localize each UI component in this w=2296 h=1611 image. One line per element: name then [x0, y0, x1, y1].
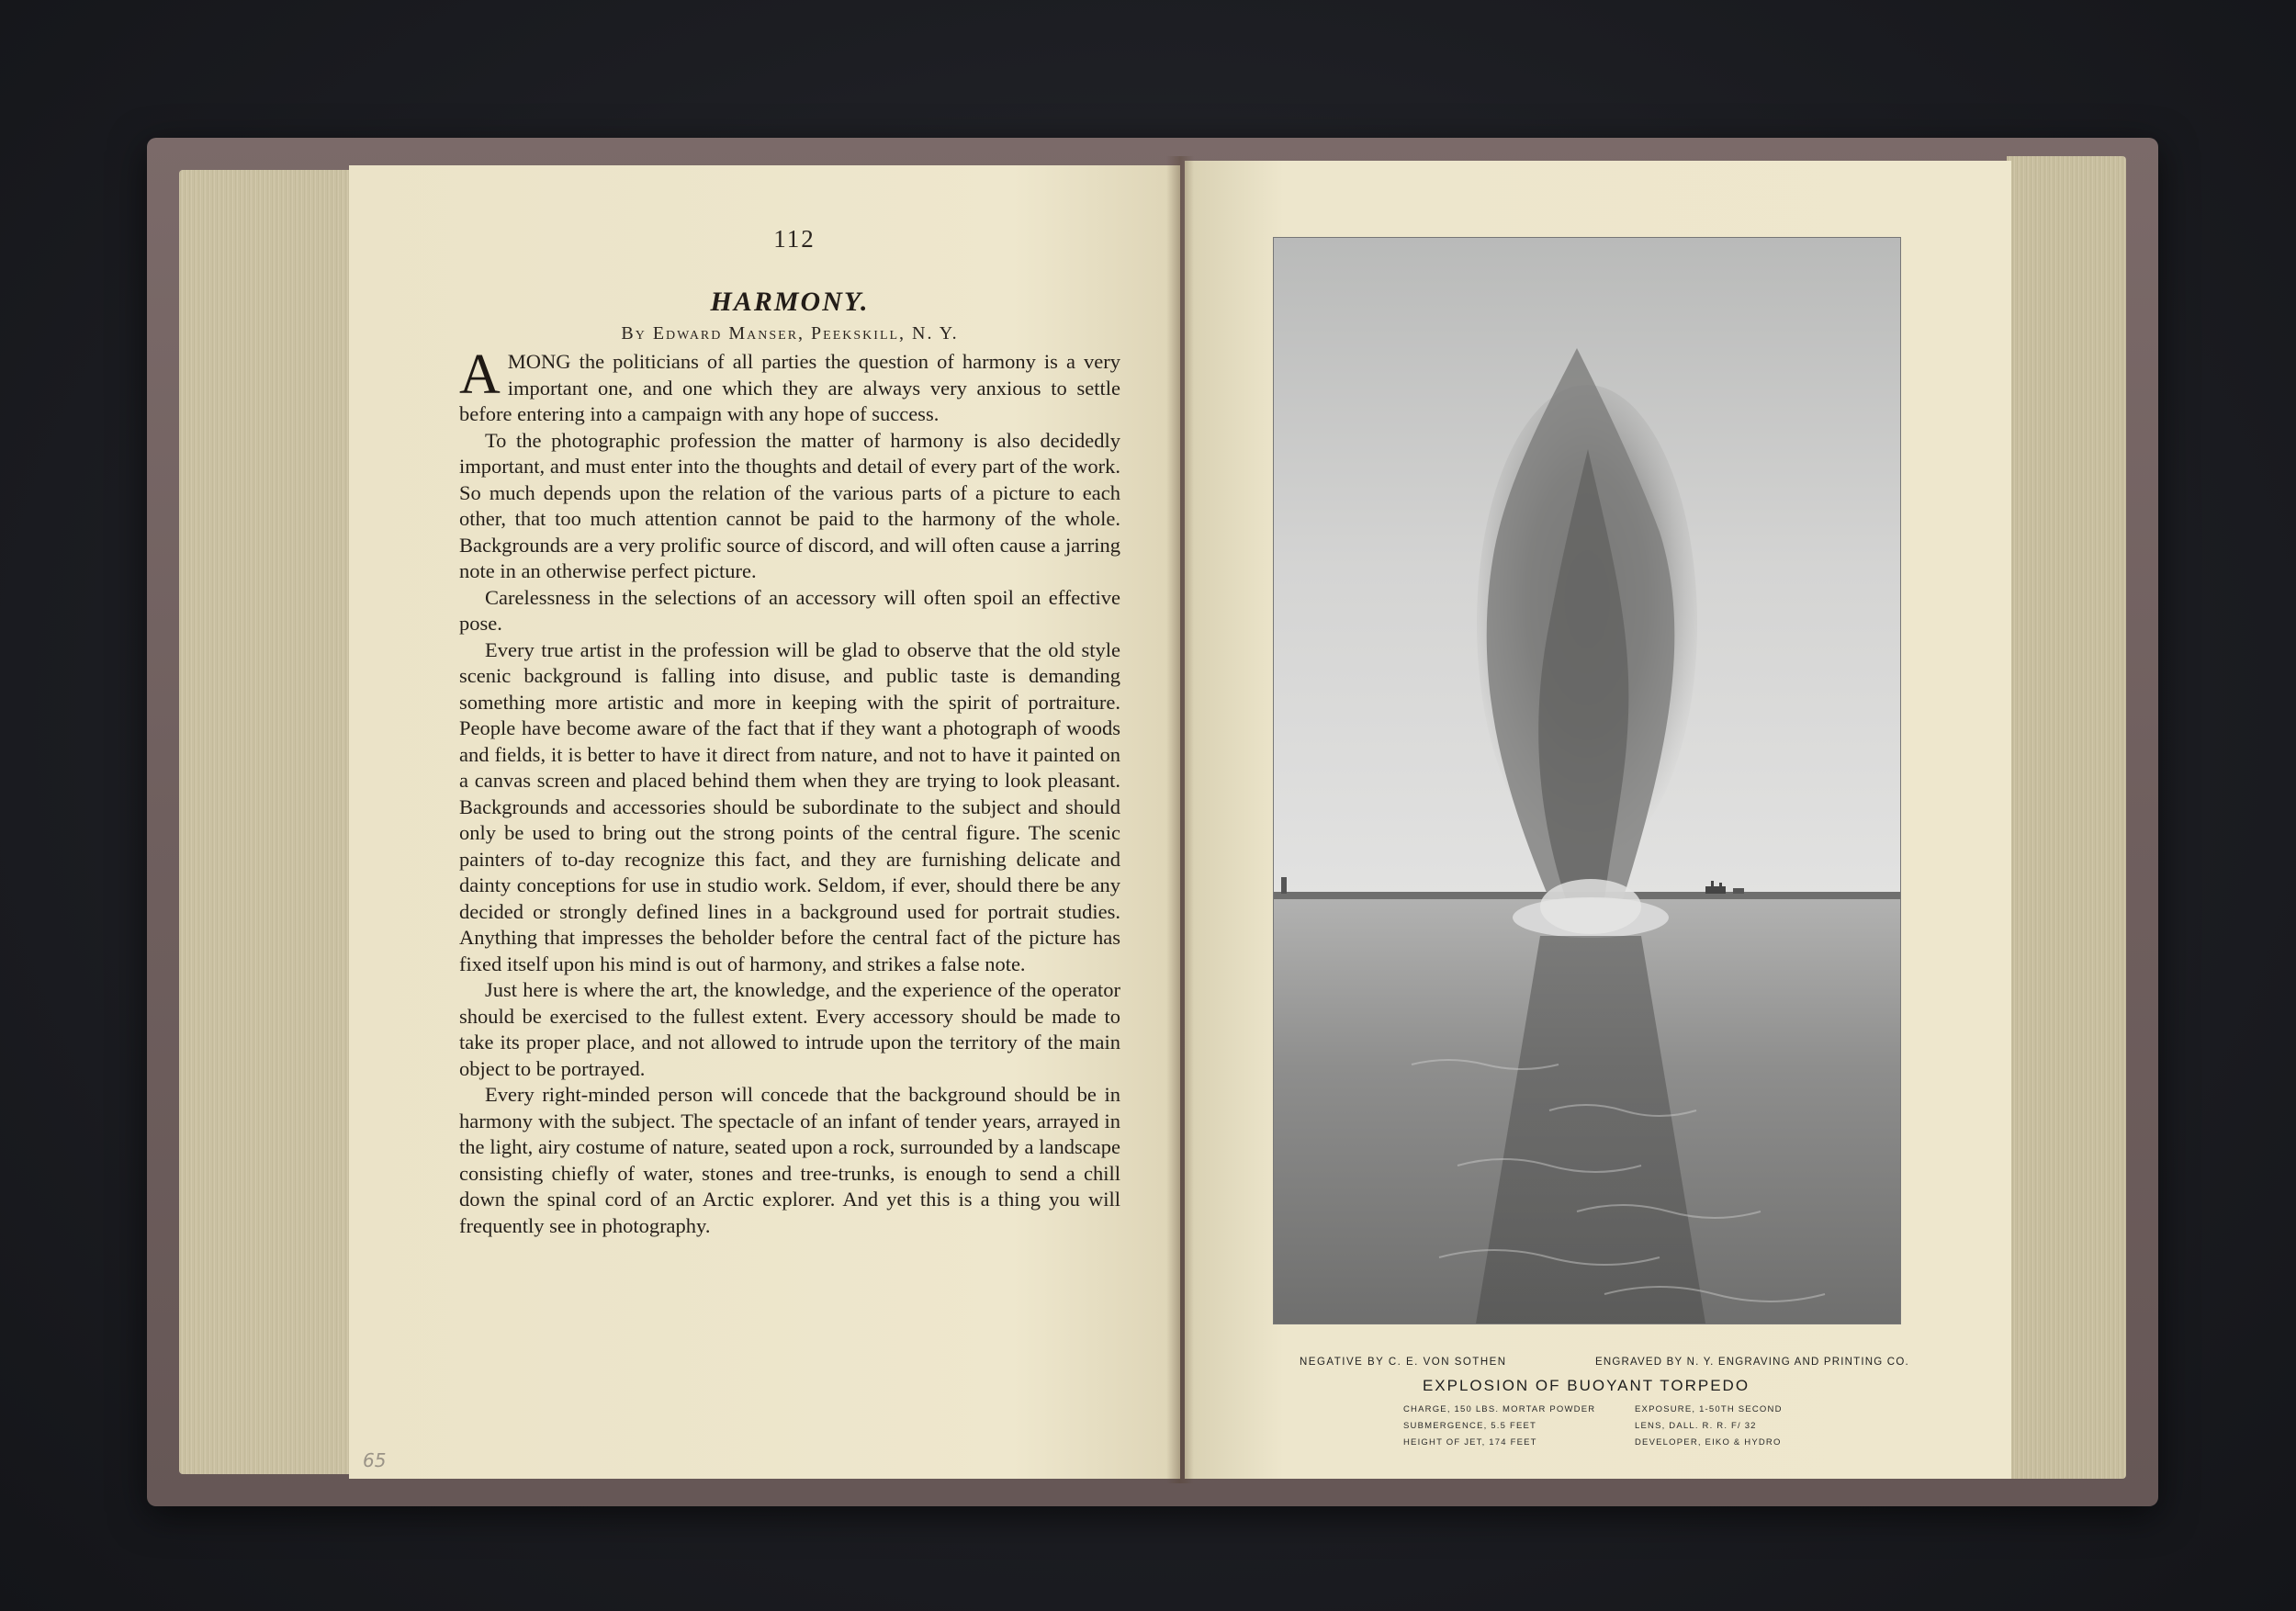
pencil-annotation: 65: [363, 1449, 387, 1471]
article-body: [459, 344, 1120, 1239]
photo-caption-title: EXPLOSION OF BUOYANT TORPEDO: [1422, 1377, 1750, 1394]
drop-cap: A: [459, 344, 501, 406]
engraving-credit: ENGRAVED BY N. Y. ENGRAVING AND PRINTING CO.: [1595, 1357, 1909, 1368]
paragraph-1-text: MONG the politicians of all parties the question of harmony is a very important one, and one which they are always very anxious to settle before entering into a campaign with any hope of success.: [459, 350, 1120, 425]
article-byline: By Edward Manser, Peekskill, N. Y.: [621, 323, 959, 344]
page-number: 112: [773, 225, 816, 253]
paragraph-2: To the photographic profession the matter of harmony is also decidedly important, and must enter into the thoughts and detail of every part of the work. So much depends upon the relation of the various parts of a picture to each other, that too much attention cannot be paid to the harmony of the whole. Backgrounds are a very prolific source of discord, and will often cause a jarring note in an otherwise perfect picture.: [459, 428, 1120, 582]
left-page-edges: [179, 170, 354, 1474]
spec-jet-height: HEIGHT OF JET, 174 FEET: [1403, 1437, 1537, 1448]
paragraph-3: Carelessness in the selections of an accessory will often spoil an effective pose.: [459, 585, 1120, 635]
technical-specs-left: [1403, 1402, 1595, 1451]
spec-developer: DEVELOPER, EIKO & HYDRO: [1635, 1437, 1782, 1448]
spec-submergence: SUBMERGENCE, 5.5 FEET: [1403, 1421, 1537, 1431]
technical-specs-right: [1635, 1402, 1783, 1451]
paragraph-6: Every right-minded person will concede that the background should be in harmony with the subject. The spectacle of an infant of tender years, arrayed in the light, airy costume of nature, seated upon a rock, surrounded by a landscape consisting chiefly of water, stones and tree-trunks, is enough to send a chill down the spinal cord of an Arctic explorer. And yet this is a thing you will frequently see in photography.: [459, 1083, 1120, 1237]
article-title: HARMONY.: [710, 287, 870, 317]
torpedo-explosion-photo: [1273, 237, 1901, 1324]
spec-lens: LENS, DALL. R. R. F/ 32: [1635, 1421, 1757, 1431]
right-page-edges: [2007, 156, 2126, 1479]
paragraph-4: Every true artist in the profession will be glad to observe that the old style scenic background is falling into disuse, and public taste is demanding something more artistic and more in keeping with the spirit of portraiture. People have become aware of the fact that if they want a photograph of woods and fields, it is better to have it direct from nature, and not to have it painted on a canvas screen and placed behind them when they are trying to look pleasant. Backgrounds and accessories should be subordinate to the subject and should only be used to bring out the strong points of the central figure. The scenic painters of to-day recognize this fact, and they are furnishing delicate and dainty conceptions for use in studio work. Seldom, if ever, should there be any decided or strongly defined lines in a background used for portrait studies. Anything that impresses the beholder before the central fact of the picture has fixed itself upon his mind is out of harmony, and strikes a false note.: [459, 637, 1120, 975]
book-gutter: [1166, 156, 1194, 1483]
spec-exposure: EXPOSURE, 1-50TH SECOND: [1635, 1404, 1783, 1414]
paragraph-5: Just here is where the art, the knowledge, and the experience of the operator should be exercised to the fullest extent. Every accessory should be made to take its proper place, and not allowed to intrude upon the territory of the main object to be portrayed.: [459, 978, 1120, 1080]
negative-credit: NEGATIVE BY C. E. VON SOTHEN: [1300, 1357, 1507, 1368]
spec-charge: CHARGE, 150 LBS. MORTAR POWDER: [1403, 1404, 1596, 1414]
paragraph-1: [459, 344, 1120, 428]
